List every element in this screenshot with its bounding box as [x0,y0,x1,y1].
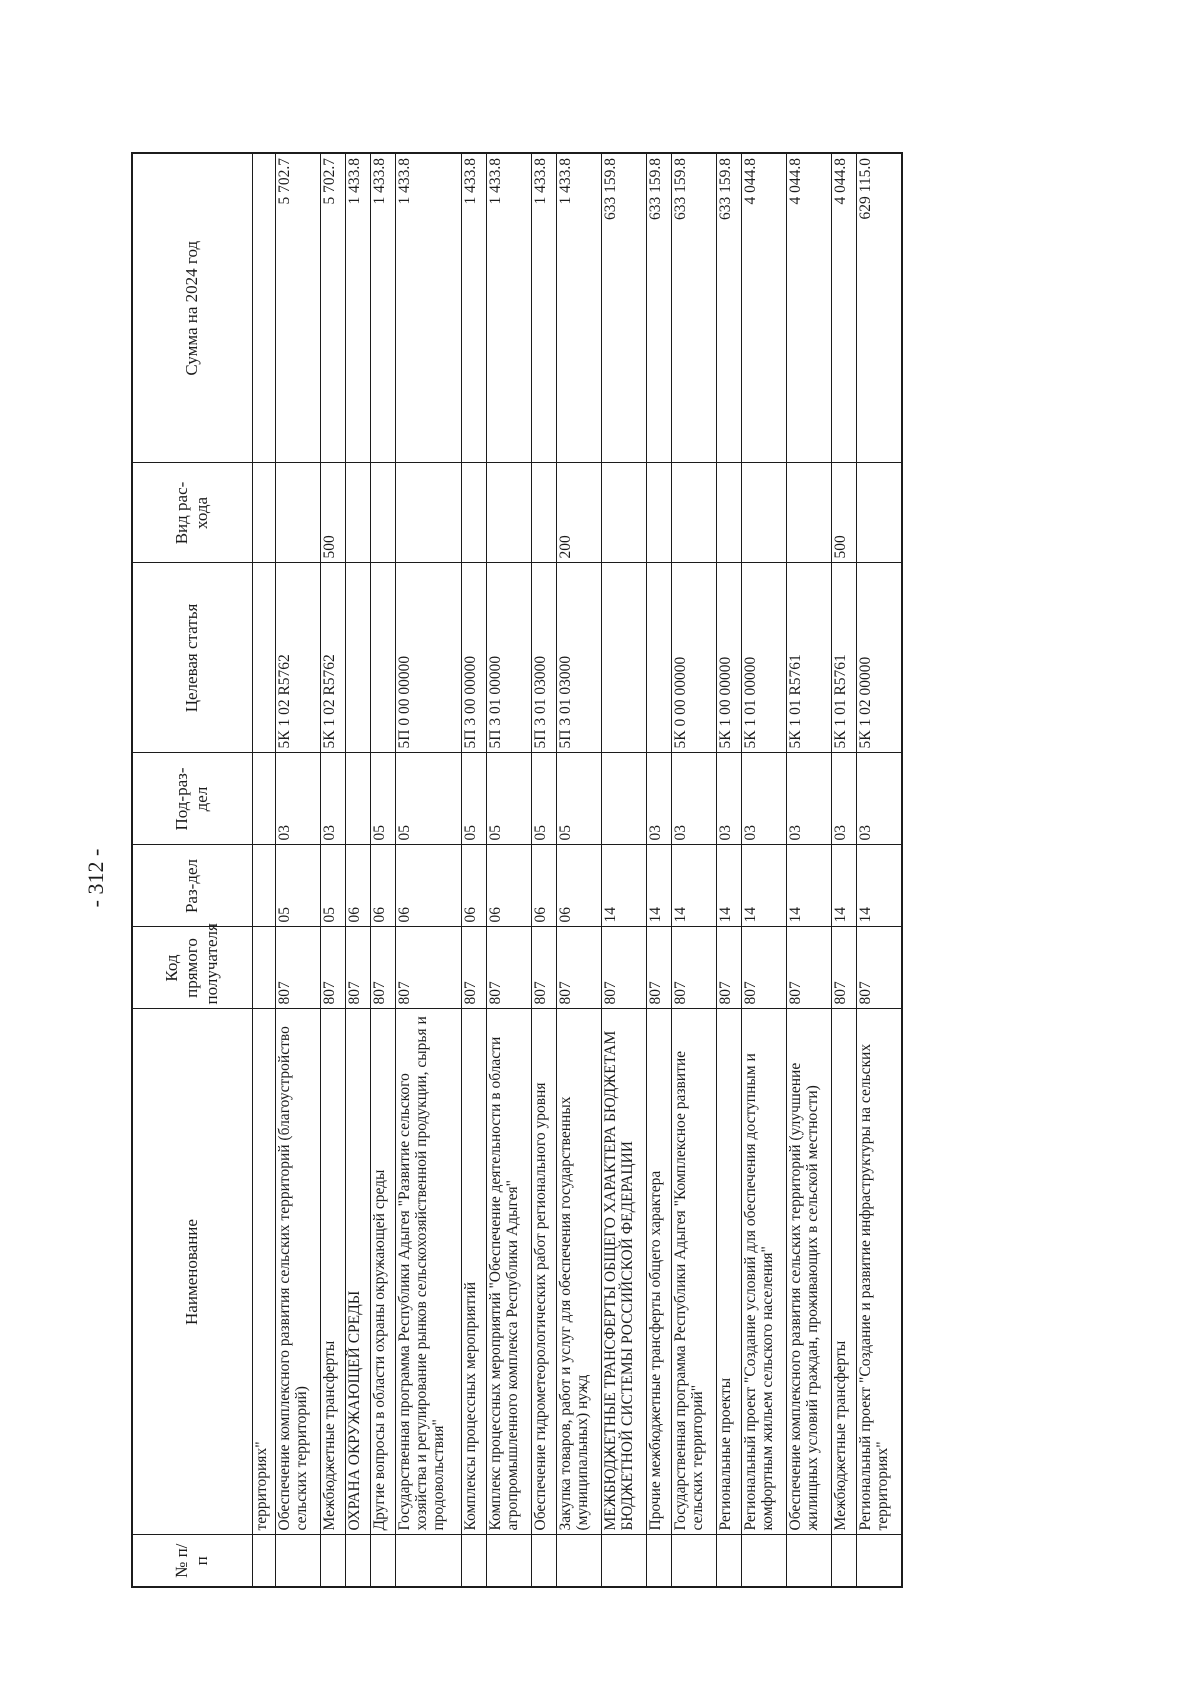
row-subsection: 05 [371,753,396,845]
row-sum: 1 433.8 [396,153,462,463]
row-section: 14 [602,845,647,927]
row-target-article: 5П 3 01 00000 [487,563,532,753]
table-row [462,153,487,1587]
row-sum: 1 433.8 [487,153,532,463]
row-subsection: 05 [396,753,462,845]
row-sum: 633 159.8 [647,153,672,463]
row-target-article: 5К 1 02 R5762 [276,563,321,753]
row-number [346,1535,371,1587]
row-expense-type [276,463,321,563]
row-name: Межбюджетные трансферты [321,1009,346,1535]
table-row [346,153,371,1587]
row-expense-type [787,463,832,563]
row-recipient-code: 807 [276,927,321,1009]
table-row [717,153,742,1587]
row-section: 14 [857,845,902,927]
col-header-subsection: Под-раз-дел [132,753,252,845]
row-name: территориях" [252,1009,276,1535]
row-section: 14 [647,845,672,927]
row-name: Обеспечение комплексного развития сельских территорий (благоустройство сельских территорий) [276,1009,321,1535]
row-subsection: 03 [742,753,787,845]
row-section: 14 [832,845,857,927]
table-row [396,153,462,1587]
row-section: 14 [717,845,742,927]
row-subsection: 05 [532,753,557,845]
row-recipient-code: 807 [532,927,557,1009]
row-recipient-code: 807 [346,927,371,1009]
row-recipient-code: 807 [557,927,602,1009]
row-section: 06 [487,845,532,927]
table-row [532,153,557,1587]
row-expense-type [672,463,717,563]
row-sum: 633 159.8 [602,153,647,463]
table-row [487,153,532,1587]
row-expense-type [252,463,276,563]
row-number [557,1535,602,1587]
row-name: Региональные проекты [717,1009,742,1535]
col-header-number: № п/п [132,1535,252,1587]
row-target-article [371,563,396,753]
table-row [252,153,276,1587]
table-row [602,153,647,1587]
row-target-article: 5К 0 00 00000 [672,563,717,753]
row-number [717,1535,742,1587]
row-recipient-code [252,927,276,1009]
row-recipient-code: 807 [487,927,532,1009]
row-section: 14 [742,845,787,927]
row-target-article: 5К 1 02 R5762 [321,563,346,753]
col-header-name: Наименование [132,1009,252,1535]
row-target-article: 5К 1 00 00000 [717,563,742,753]
row-subsection [602,753,647,845]
row-recipient-code: 807 [371,927,396,1009]
col-header-section: Раз-дел [132,845,252,927]
table-row [371,153,396,1587]
row-number [672,1535,717,1587]
row-expense-type [487,463,532,563]
table-row [276,153,321,1587]
row-section: 05 [276,845,321,927]
col-header-expense-type: Вид рас-хода [132,463,252,563]
row-number [832,1535,857,1587]
row-target-article [252,563,276,753]
row-number [487,1535,532,1587]
row-expense-type [602,463,647,563]
row-target-article: 5К 1 02 00000 [857,563,902,753]
row-recipient-code: 807 [672,927,717,1009]
row-number [252,1535,276,1587]
row-subsection: 05 [462,753,487,845]
row-target-article: 5П 3 00 00000 [462,563,487,753]
row-number [396,1535,462,1587]
row-name: Закупка товаров, работ и услуг для обеспечения государственных (муниципальных) нужд [557,1009,602,1535]
rotated-table-container [131,154,903,1588]
row-sum: 5 702.7 [321,153,346,463]
table-row [787,153,832,1587]
row-sum [252,153,276,463]
row-sum: 629 115.0 [857,153,902,463]
table-row [857,153,902,1587]
row-recipient-code: 807 [321,927,346,1009]
row-section: 06 [557,845,602,927]
row-target-article: 5П 3 01 03000 [532,563,557,753]
row-section: 06 [346,845,371,927]
row-name: Межбюджетные трансферты [832,1009,857,1535]
row-subsection: 03 [672,753,717,845]
budget-table [131,152,903,1588]
row-target-article: 5П 3 01 03000 [557,563,602,753]
row-section: 06 [462,845,487,927]
row-section: 05 [321,845,346,927]
table-row [672,153,717,1587]
table-row [647,153,672,1587]
table-row [321,153,346,1587]
row-expense-type: 500 [832,463,857,563]
row-subsection: 03 [276,753,321,845]
row-expense-type [462,463,487,563]
row-expense-type [857,463,902,563]
row-expense-type: 200 [557,463,602,563]
row-expense-type [742,463,787,563]
row-name: Региональный проект "Создание условий для обеспечения доступным и комфортным жильем сельского населения" [742,1009,787,1535]
row-subsection: 03 [321,753,346,845]
col-header-sum-2024: Сумма на 2024 год [132,153,252,463]
row-name: Государственная программа Республики Адыгея "Развитие сельского хозяйства и регулирование рынков сельскохозяйственной продукции, сырья и продовольствия" [396,1009,462,1535]
row-subsection: 05 [557,753,602,845]
row-subsection: 03 [717,753,742,845]
row-subsection: 03 [647,753,672,845]
row-expense-type [371,463,396,563]
row-sum: 4 044.8 [832,153,857,463]
row-number [742,1535,787,1587]
row-number [602,1535,647,1587]
row-sum: 1 433.8 [371,153,396,463]
row-name: Региональный проект "Создание и развитие инфраструктуры на сельских территориях" [857,1009,902,1535]
row-recipient-code: 807 [647,927,672,1009]
row-number [787,1535,832,1587]
row-section [252,845,276,927]
row-name: Обеспечение гидрометеорологических работ регионального уровня [532,1009,557,1535]
row-sum: 1 433.8 [532,153,557,463]
row-subsection: 03 [787,753,832,845]
row-name: Комплексы процессных мероприятий [462,1009,487,1535]
row-expense-type: 500 [321,463,346,563]
col-header-recipient-code: Код прямого получателя [132,927,252,1009]
row-target-article: 5К 1 01 00000 [742,563,787,753]
row-name: Другие вопросы в области охраны окружающей среды [371,1009,396,1535]
row-target-article [602,563,647,753]
row-number [532,1535,557,1587]
row-sum: 5 702.7 [276,153,321,463]
row-subsection: 03 [832,753,857,845]
row-section: 14 [672,845,717,927]
row-name: МЕЖБЮДЖЕТНЫЕ ТРАНСФЕРТЫ ОБЩЕГО ХАРАКТЕРА БЮДЖЕТАМ БЮДЖЕТНОЙ СИСТЕМЫ РОССИЙСКОЙ ФЕДЕРАЦИИ [602,1009,647,1535]
row-subsection: 03 [857,753,902,845]
row-sum: 633 159.8 [717,153,742,463]
row-recipient-code: 807 [832,927,857,1009]
row-sum: 4 044.8 [787,153,832,463]
row-name: ОХРАНА ОКРУЖАЮЩЕЙ СРЕДЫ [346,1009,371,1535]
row-number [321,1535,346,1587]
row-sum: 1 433.8 [557,153,602,463]
row-recipient-code: 807 [717,927,742,1009]
row-name: Прочие межбюджетные трансферты общего характера [647,1009,672,1535]
row-expense-type [532,463,557,563]
row-expense-type [396,463,462,563]
row-subsection: 05 [487,753,532,845]
table-row [557,153,602,1587]
row-section: 06 [396,845,462,927]
row-number [371,1535,396,1587]
row-recipient-code: 807 [742,927,787,1009]
row-target-article: 5К 1 01 R5761 [832,563,857,753]
row-expense-type [647,463,672,563]
row-sum: 4 044.8 [742,153,787,463]
row-target-article: 5П 0 00 00000 [396,563,462,753]
row-expense-type [717,463,742,563]
row-number [276,1535,321,1587]
col-header-target-article: Целевая статья [132,563,252,753]
row-section: 14 [787,845,832,927]
row-target-article [346,563,371,753]
row-recipient-code: 807 [787,927,832,1009]
row-number [462,1535,487,1587]
row-sum: 633 159.8 [672,153,717,463]
table-row [742,153,787,1587]
row-recipient-code: 807 [396,927,462,1009]
row-number [647,1535,672,1587]
row-subsection [252,753,276,845]
row-target-article: 5К 1 01 R5761 [787,563,832,753]
row-recipient-code: 807 [602,927,647,1009]
page-number: - 312 - [83,848,108,908]
row-sum: 1 433.8 [346,153,371,463]
row-expense-type [346,463,371,563]
row-number [857,1535,902,1587]
row-recipient-code: 807 [462,927,487,1009]
row-sum: 1 433.8 [462,153,487,463]
row-section: 06 [532,845,557,927]
row-target-article [647,563,672,753]
row-subsection [346,753,371,845]
row-name: Обеспечение комплексного развития сельских территорий (улучшение жилищных условий граждан, проживающих в сельской местности) [787,1009,832,1535]
row-name: Государственная программа Республики Адыгея "Комплексное развитие сельских территорий" [672,1009,717,1535]
row-recipient-code: 807 [857,927,902,1009]
row-section: 06 [371,845,396,927]
row-name: Комплекс процессных мероприятий "Обеспечение деятельности в области агропромышленного комплекса Республики Адыгея" [487,1009,532,1535]
table-row [832,153,857,1587]
